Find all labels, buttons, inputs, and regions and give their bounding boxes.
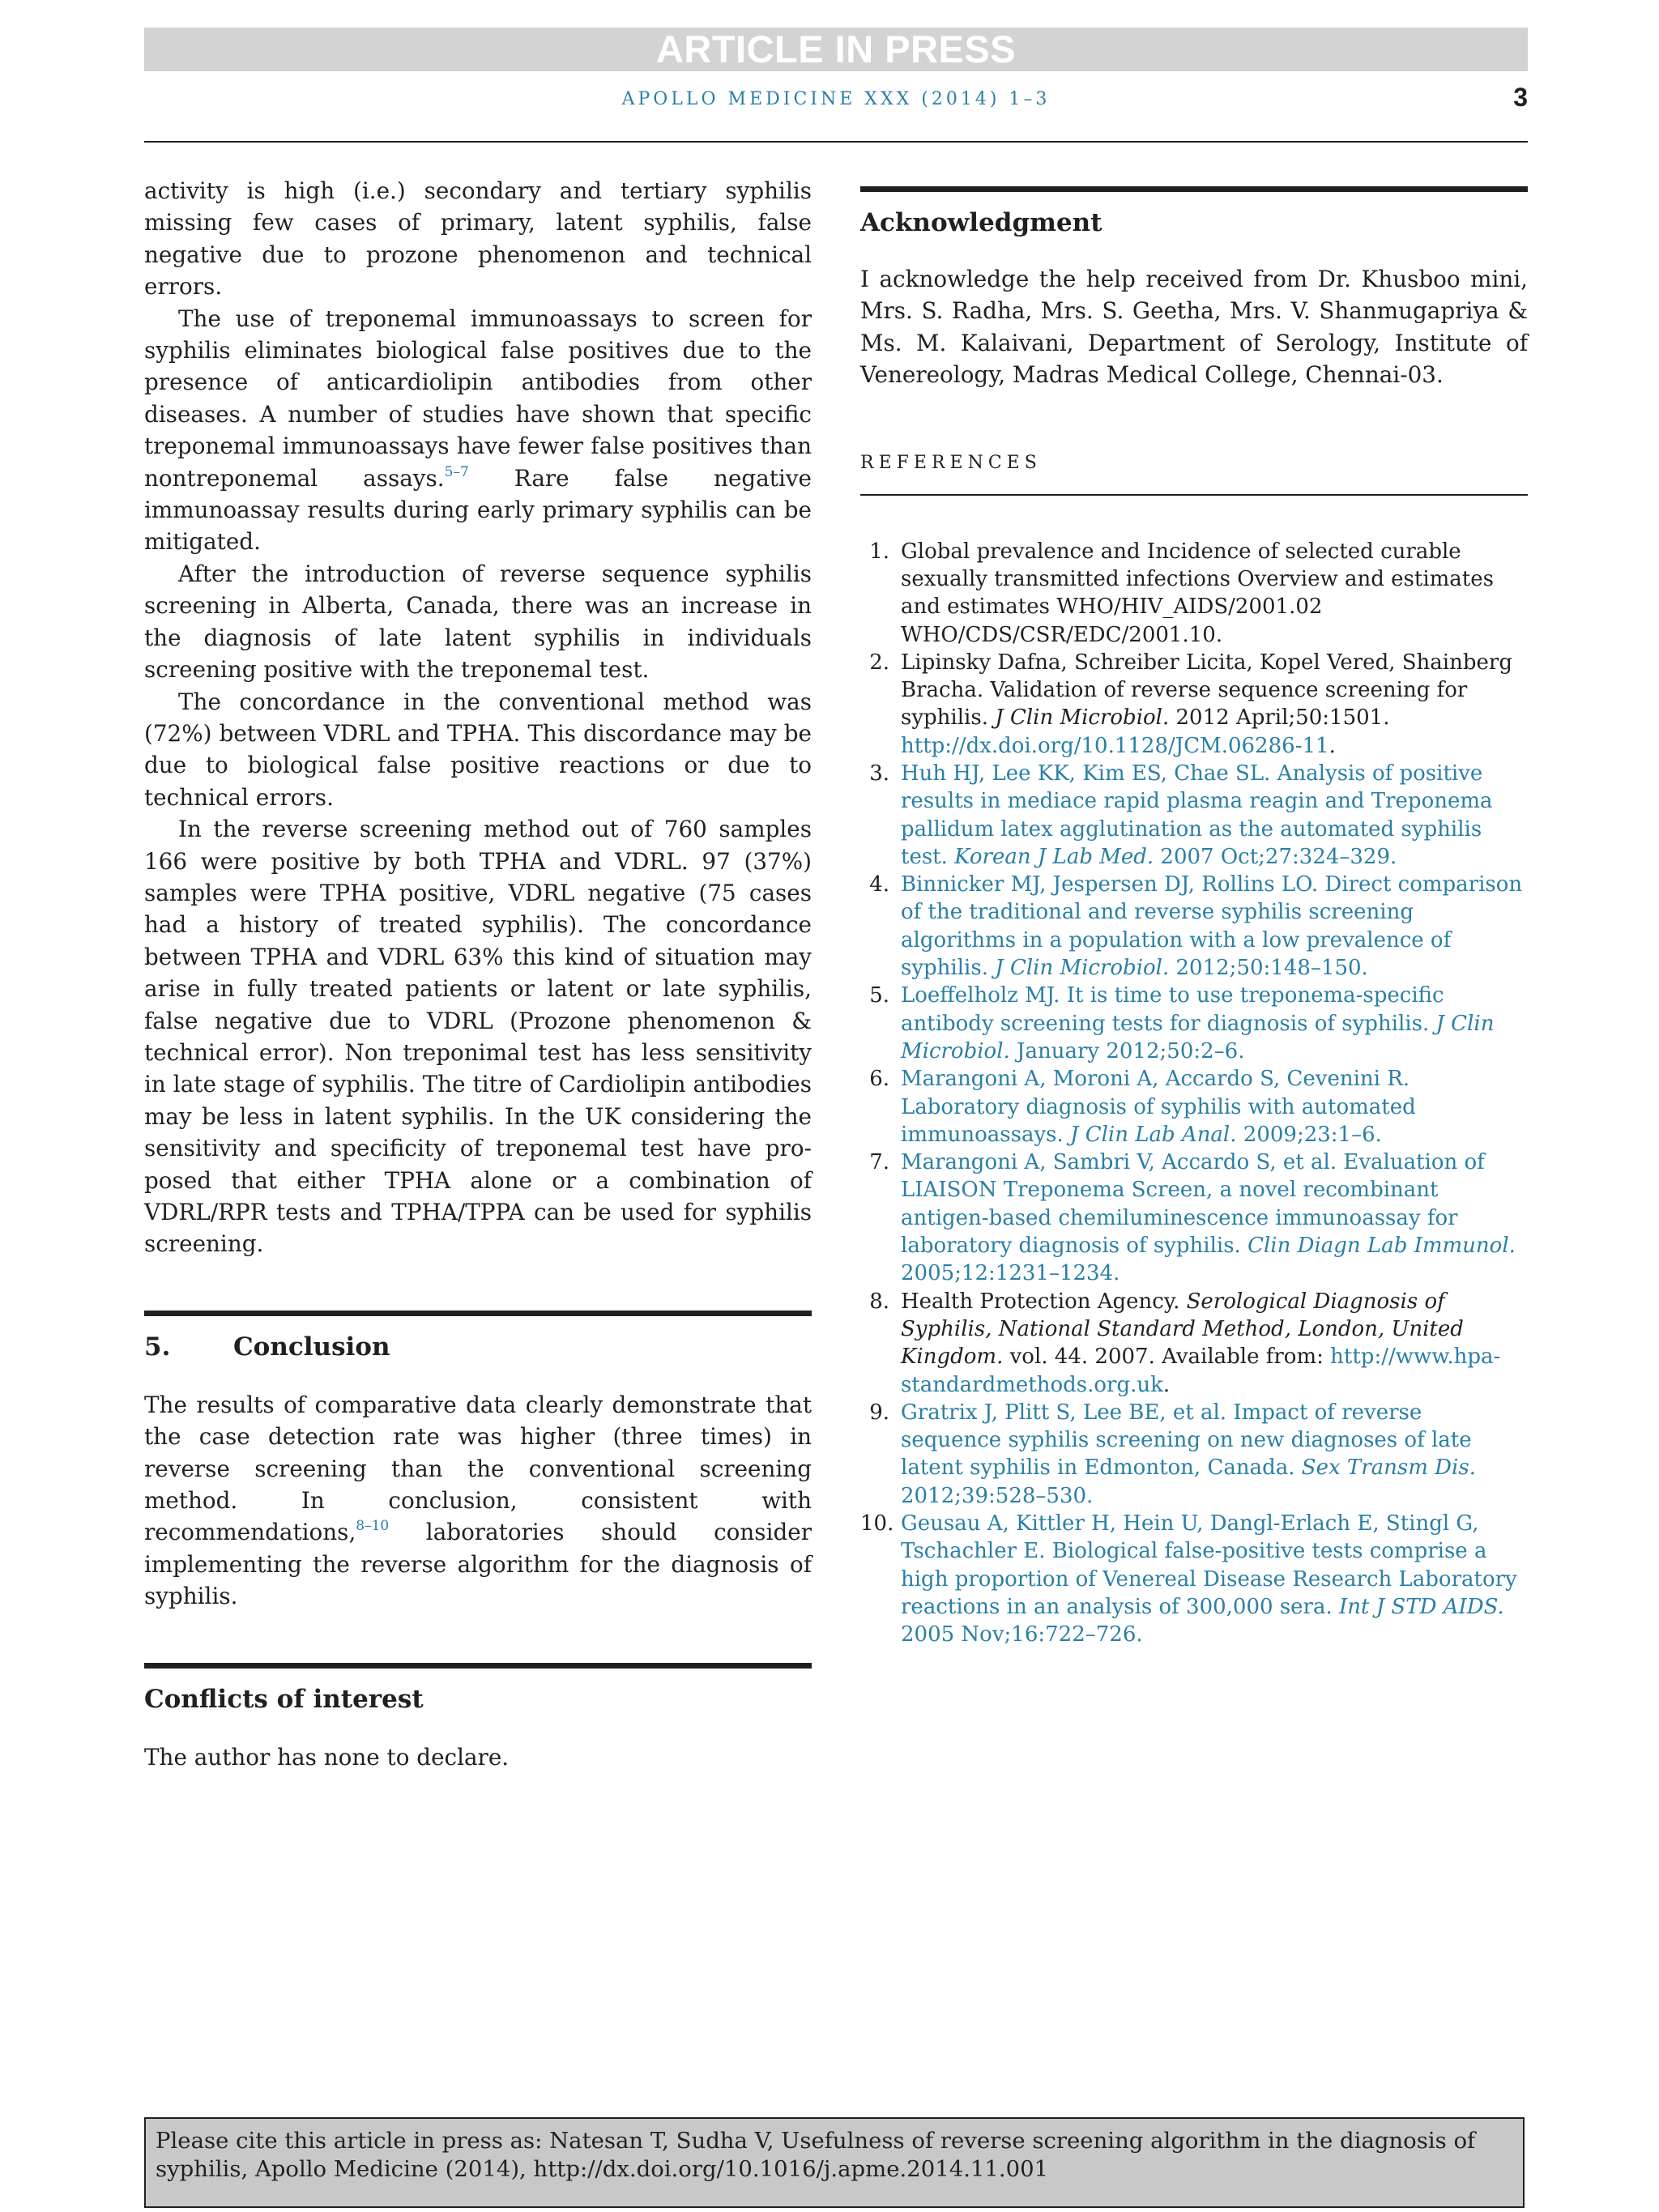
reference-item [860, 1065, 1528, 1149]
reference-item [860, 538, 1528, 649]
reference-link[interactable] [901, 761, 1493, 869]
reference-authors-title: Marangoni A, Moroni A, Accardo S, Cevenini R. Laboratory diagnosis of syphilis with automated immunoassays. [901, 1067, 1416, 1147]
reference-authors-title: Loeffelholz MJ. It is time to use treponema-specific antibody screening tests for diagnosis of syphilis. [901, 983, 1444, 1036]
conclusion-paragraph [144, 1389, 812, 1613]
reference-list [860, 538, 1528, 1649]
reference-item [860, 982, 1528, 1065]
conflicts-paragraph: The author has none to declare. [144, 1743, 510, 1771]
reference-journal: Int J STD AIDS. [1339, 1594, 1504, 1619]
reference-number: 4. [869, 872, 889, 897]
citation-link[interactable]: 5–7 [444, 463, 469, 480]
body-paragraph: The concordance in the conventional method was (72%) between VDRL and TPHA. This discordance may be due to biological false positive reactions or due to technical errors. [144, 688, 812, 811]
conclusion-heading [144, 1331, 812, 1363]
reference-number: 9. [869, 1400, 889, 1425]
reference-url[interactable]: http://dx.doi.org/10.1128/JCM.06286-11 [901, 733, 1329, 758]
reference-details: January 2012;50:2–6. [1009, 1038, 1245, 1063]
header-rule [144, 141, 1528, 143]
reference-number: 8. [869, 1289, 889, 1314]
section-rule [860, 186, 1528, 192]
reference-number: 7. [869, 1150, 889, 1175]
reference-link[interactable] [901, 1067, 1416, 1147]
reference-authors-title: Huh HJ, Lee KK, Kim ES, Chae SL. Analysis of positive results in mediace rapid plasma reagin and Treponema pallidum latex agglutination as the automated syphilis test. [901, 761, 1493, 869]
reference-details: 2005 Nov;16:722–726. [901, 1622, 1143, 1647]
article-in-press-banner: ARTICLE IN PRESS [144, 28, 1528, 71]
conflicts-heading: Conflicts of interest [144, 1684, 424, 1714]
reference-journal: J Clin Microbiol. [995, 705, 1170, 731]
reference-authors-title: Geusau A, Kittler H, Hein U, Dangl-Erlach E, Stingl G, Tschachler E. Biological false-positive tests comprise a high proportion of Venereal Disease Research Laboratory reactions in an analysis of 300,000 sera. [901, 1511, 1517, 1619]
reference-text [901, 539, 1494, 647]
paragraph-text: laboratories should consider implementing the reverse algorithm for the diagnosis of syphilis. [144, 1519, 812, 1610]
reference-journal: Serological Diagnosis of Syphilis, National Standard Method, London, United Kingdom. [901, 1289, 1464, 1370]
reference-item [860, 649, 1528, 760]
reference-item [860, 1149, 1528, 1287]
right-column [860, 175, 1528, 1649]
reference-number: 1. [869, 539, 889, 564]
section-rule [144, 1311, 812, 1316]
reference-text [901, 1289, 1500, 1397]
paragraph-text: The results of comparative data clearly demonstrate that the case detection rate was higher (three times) in reverse screening than the conventional screening method. In conclusion, consistent with recommendations, [144, 1391, 812, 1546]
reference-link[interactable] [901, 872, 1522, 980]
reference-item [860, 1399, 1528, 1510]
reference-item [860, 871, 1528, 982]
reference-url[interactable]: http://www.hpa-standardmethods.org.uk [901, 1345, 1501, 1397]
reference-journal: Korean J Lab Med. [954, 844, 1154, 869]
reference-number: 6. [869, 1067, 889, 1092]
reference-item [860, 760, 1528, 871]
reference-link[interactable] [901, 1400, 1476, 1508]
reference-number: 5. [869, 983, 889, 1008]
reference-journal: J Clin Microbiol. [995, 956, 1170, 981]
reference-details: vol. 44. 2007. Available from: [1003, 1345, 1331, 1370]
reference-authors-title: Global prevalence and Incidence of selected curable sexually transmitted infections Overview and estimates and estimates WHO/HIV_AIDS/2001.02 WHO/CDS/CSR/EDC/2001.10. [901, 539, 1494, 647]
reference-link[interactable] [901, 1150, 1516, 1285]
reference-number: 2. [869, 650, 889, 675]
reference-item [860, 1510, 1528, 1648]
reference-journal: Sex Transm Dis. [1301, 1455, 1476, 1481]
reference-text [901, 650, 1512, 758]
reference-details: 2009;23:1–6. [1236, 1122, 1382, 1147]
citation-notice: Please cite this article in press as: Natesan T, Sudha V, Usefulness of reverse screening algorithm in the diagnosis of syphilis, Apollo Medicine (2014), http://dx.doi.org/10.1016/j.apme.2014.11.001 [144, 2117, 1525, 2208]
body-paragraph: After the introduction of reverse sequence syphilis screening in Alberta, Canada, there was an increase in the diagnosis of late latent syphilis in individuals screening positive with the treponemal test. [144, 560, 812, 684]
reference-item [860, 1288, 1528, 1399]
reference-details: 2012;39:528–530. [901, 1483, 1094, 1508]
reference-authors-title: Binnicker MJ, Jespersen DJ, Rollins LO. Direct comparison of the traditional and reverse syphilis screening algorithms in a population with a low prevalence of syphilis. [901, 872, 1523, 981]
section-title: Conclusion [233, 1332, 390, 1362]
paragraph-text: The use of treponemal immunoassays to screen for syphilis eliminates biological false positives due to the presence of anticardiolipin antibodies from other diseases. A number of studies have shown that specific treponemal immunoassays have fewer false positives than nontreponemal assays. [144, 305, 812, 492]
reference-details: 2007 Oct;27:324–329. [1154, 844, 1397, 869]
body-paragraph: activity is high (i.e.) secondary and tertiary syphilis missing few cases of primary, latent syphilis, false negative due to prozone phenomenon and technical errors. [144, 177, 812, 300]
reference-end: . [1328, 733, 1336, 758]
reference-link[interactable] [901, 1511, 1517, 1647]
body-paragraph [144, 303, 812, 558]
section-rule [144, 1663, 812, 1669]
reference-number: 10. [860, 1511, 894, 1536]
references-label: REFERENCES [860, 452, 1042, 473]
reference-journal: J Clin Microbiol. [901, 1011, 1495, 1063]
reference-journal: Clin Diagn Lab Immunol. [1247, 1234, 1516, 1259]
reference-number: 3. [869, 761, 889, 786]
left-column [144, 175, 812, 1773]
reference-authors-title: Marangoni A, Sambri V, Accardo S, et al. Evaluation of LIAISON Treponema Screen, a novel recombinant antigen-based chemiluminescence immunoassay for laboratory diagnosis of syphilis. [901, 1150, 1485, 1259]
reference-journal: J Clin Lab Anal. [1070, 1122, 1237, 1147]
body-paragraph: In the reverse screening method out of 760 samples 166 were positive by both TPHA and VDRL. 97 (37%) samples were TPHA positive, VDRL negative (75 cases had a history of treated syphilis). The concordance between TPHA and VDRL 63% this kind of situation may arise in fully treated patients or latent or late syphilis, false negative due to VDRL (Prozone phenomenon & technical error). Non treponimal test has less sensitivity in late stage of syphilis. The titre of Cardiolipin antibodies may be less in latent syphilis. In the UK considering the sensitivity and specificity of treponemal test have proposed that either TPHA alone or a combination of VDRL/RPR tests and TPHA/TPPA can be used for syphilis screening. [144, 816, 812, 1258]
reference-details: 2012 April;50:1501. [1169, 705, 1390, 731]
acknowledgment-heading: Acknowledgment [860, 208, 1102, 237]
reference-details: 2005;12:1231–1234. [901, 1261, 1120, 1286]
reference-authors-title: Lipinsky Dafna, Schreiber Licita, Kopel Vered, Shainberg Bracha. Validation of reverse sequence screening for syphilis. [901, 650, 1512, 731]
section-number: 5. [144, 1332, 171, 1362]
reference-authors-title: Health Protection Agency. [901, 1289, 1187, 1314]
reference-link[interactable] [901, 983, 1494, 1063]
paragraph-text: Rare false negative immunoassay results during early primary syphilis can be mitigated. [144, 464, 812, 556]
page-number: 3 [1513, 83, 1528, 112]
reference-details: 2012;50:148–150. [1169, 956, 1368, 981]
running-head: APOLLO MEDICINE XXX (2014) 1–3 [621, 89, 1051, 109]
acknowledgment-paragraph: I acknowledge the help received from Dr. Khusboo mini, Mrs. S. Radha, Mrs. S. Geetha, Mrs. V. Shanmugapriya & Ms. M. Kalaivani, Department of Serology, Institute of Venereology, Madras Medical College, Chennai-03. [860, 266, 1528, 389]
reference-end: . [1162, 1372, 1171, 1397]
reference-authors-title: Gratrix J, Plitt S, Lee BE, et al. Impact of reverse sequence syphilis screening on new diagnoses of late latent syphilis in Edmonton, Canada. [901, 1400, 1472, 1481]
citation-link[interactable]: 8–10 [356, 1518, 390, 1535]
